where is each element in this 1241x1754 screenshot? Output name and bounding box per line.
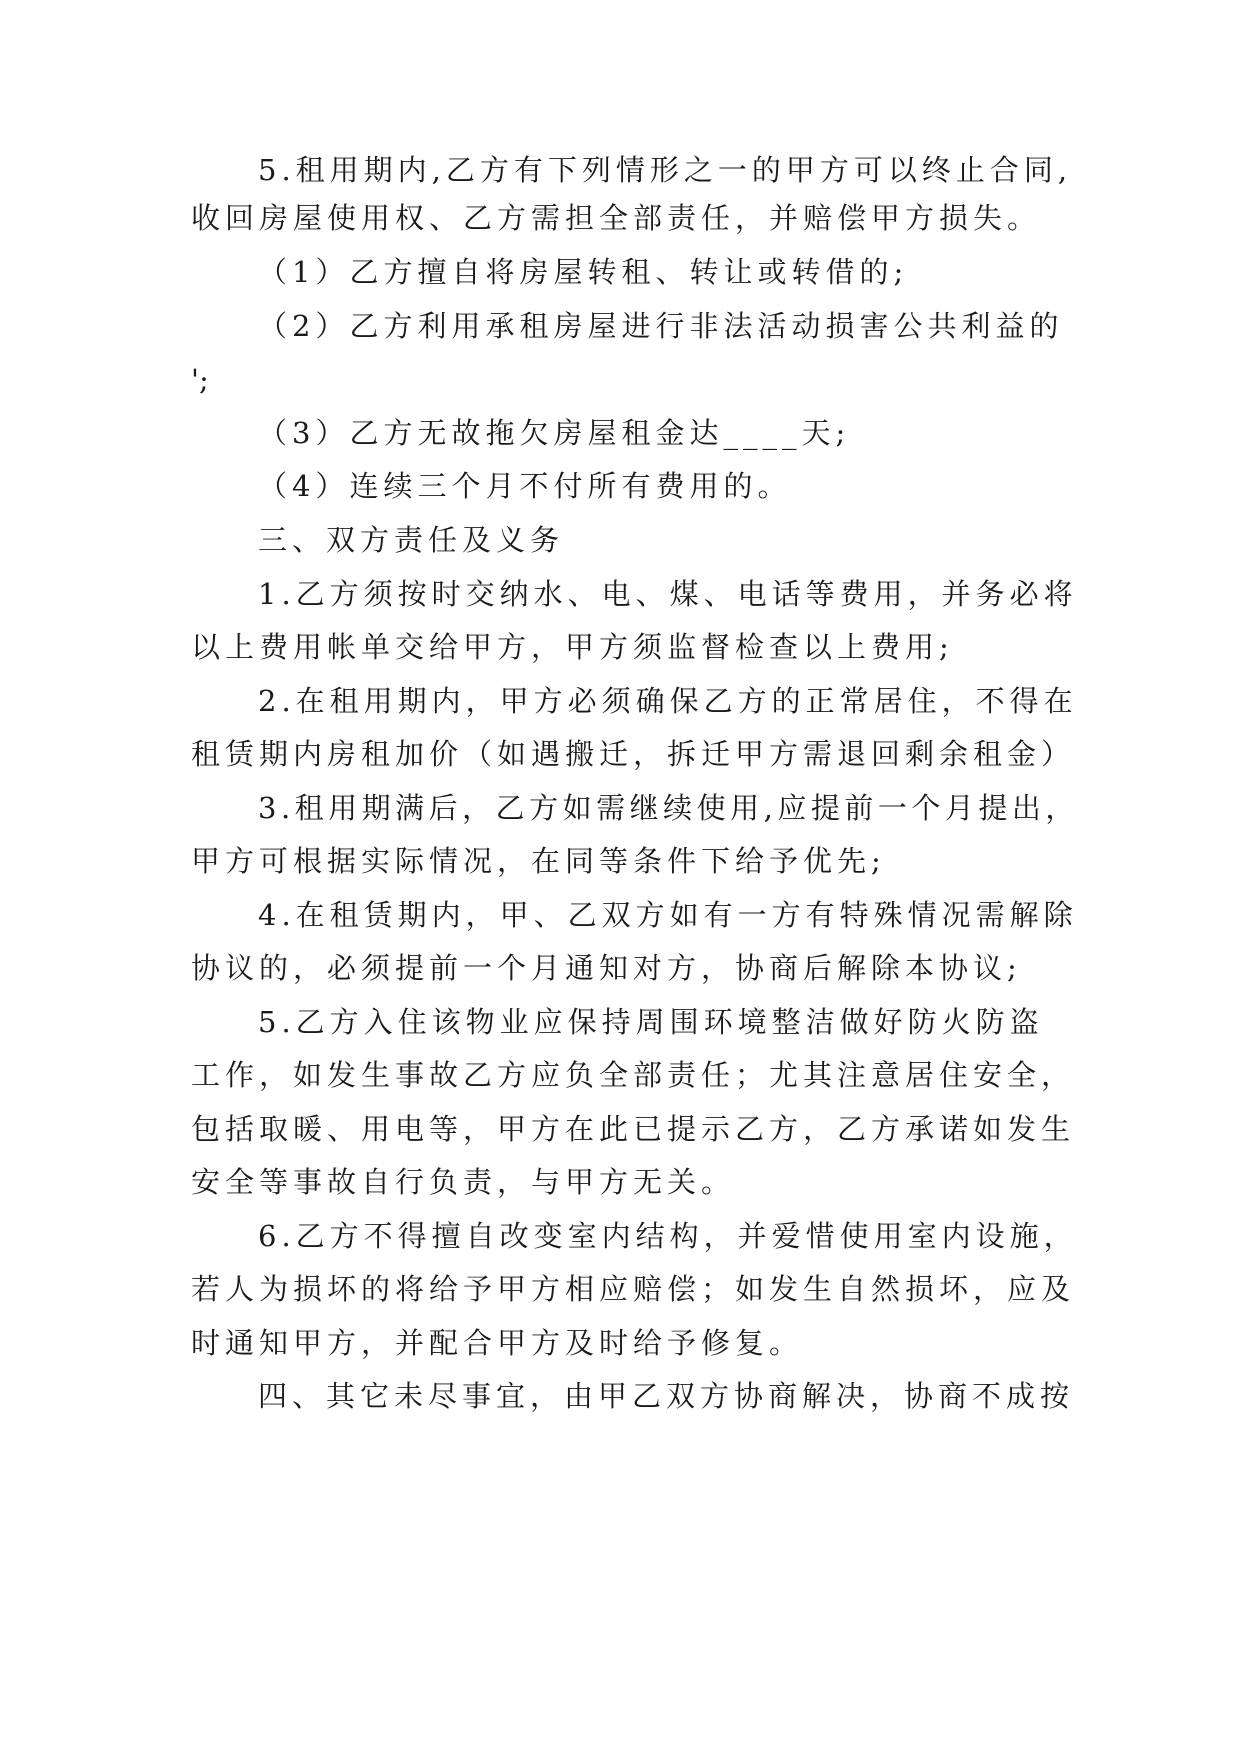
termination-item-3: （3）乙方无故拖欠房屋租金达____天; — [258, 416, 851, 450]
clause-5-termination-line-2: 收回房屋使用权、乙方需担全部责任，并赔偿甲方损失。 — [191, 201, 1042, 235]
section-3-heading: 三、双方责任及义务 — [258, 523, 565, 557]
duty-3-line-1: 3.租用期满后，乙方如需继续使用,应提前一个月提出， — [258, 791, 1079, 825]
duty-2-line-1: 2.在租用期内，甲方必须确保乙方的正常居住，不得在 — [258, 684, 1078, 718]
termination-item-2-line-1: （2）乙方利用承租房屋进行非法活动损害公共利益的 — [258, 309, 1064, 343]
section-4-line-1: 四、其它未尽事宜，由甲乙双方协商解决，协商不成按 — [258, 1379, 1075, 1413]
termination-item-4: （4）连续三个月不付所有费用的。 — [258, 469, 792, 503]
duty-6-line-2: 若人为损坏的将给予甲方相应赔偿；如发生自然损坏，应及 — [191, 1272, 1076, 1306]
duty-6-line-1: 6.乙方不得擅自改变室内结构，并爱惜使用室内设施， — [258, 1219, 1078, 1253]
duty-5-line-4: 安全等事故自行负责，与甲方无关。 — [191, 1165, 736, 1199]
termination-item-2-line-2: '; — [191, 363, 209, 397]
duty-5-line-2: 工作，如发生事故乙方应负全部责任；尤其注意居住安全， — [191, 1058, 1076, 1092]
termination-item-1: （1）乙方擅自将房屋转租、转让或转借的; — [258, 255, 909, 289]
duty-1-line-2: 以上费用帐单交给甲方，甲方须监督检查以上费用; — [191, 630, 954, 664]
clause-5-termination-line-1: 5.租用期内,乙方有下列情形之一的甲方可以终止合同, — [258, 153, 1073, 187]
duty-5-line-1: 5.乙方入住该物业应保持周围环境整洁做好防火防盗 — [258, 1005, 1044, 1039]
duty-4-line-2: 协议的，必须提前一个月通知对方，协商后解除本协议; — [191, 951, 1022, 985]
duty-1-line-1: 1.乙方须按时交纳水、电、煤、电话等费用，并务必将 — [258, 577, 1078, 611]
duty-5-line-3: 包括取暖、用电等，甲方在此已提示乙方，乙方承诺如发生 — [191, 1112, 1076, 1146]
duty-6-line-3: 时通知甲方，并配合甲方及时给予修复。 — [191, 1326, 804, 1360]
duty-4-line-1: 4.在租赁期内，甲、乙双方如有一方有特殊情况需解除 — [258, 898, 1078, 932]
duty-2-line-2: 租赁期内房租加价（如遇搬迁，拆迁甲方需退回剩余租金） — [191, 737, 1076, 771]
duty-3-line-2: 甲方可根据实际情况，在同等条件下给予优先; — [191, 844, 886, 878]
